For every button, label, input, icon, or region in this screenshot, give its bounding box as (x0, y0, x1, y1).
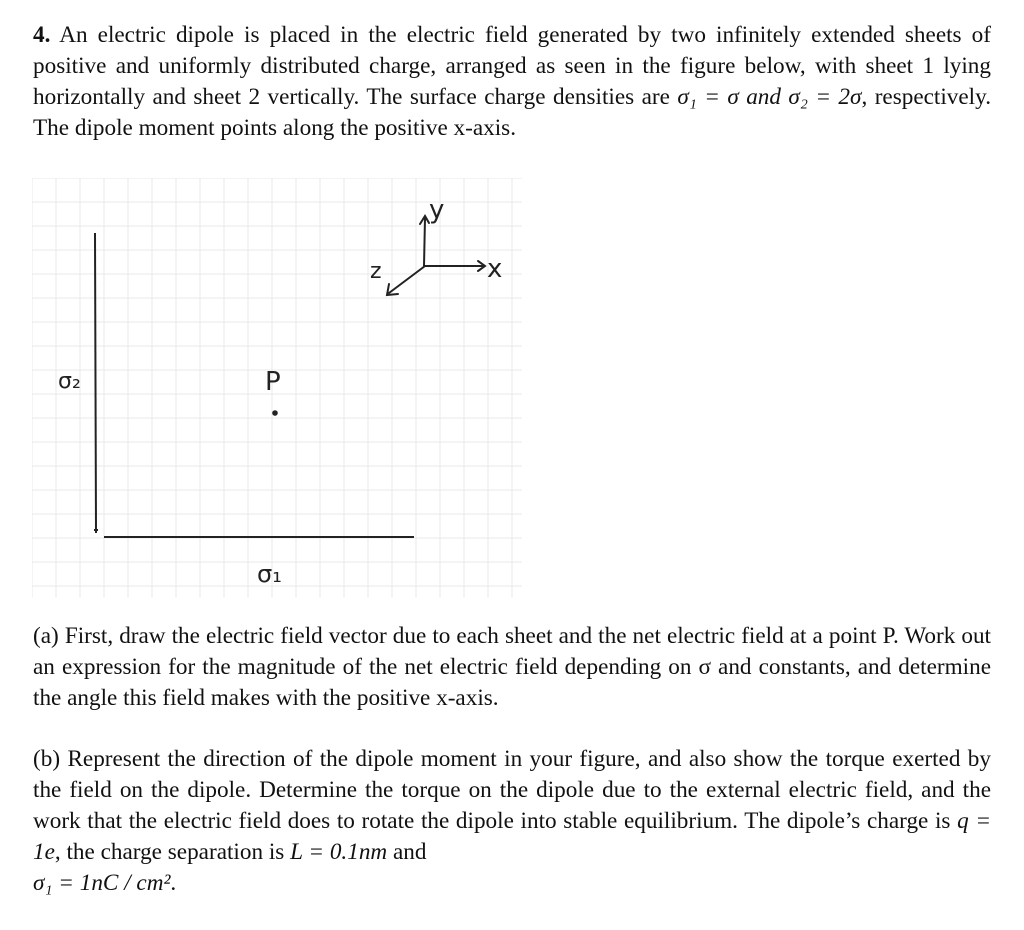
part-b-label: (b) (33, 746, 61, 772)
part-a-text: First, draw the electric field vector due to each sheet and the net electric field at a point P. Work out an expression for the magnitude of the net electric field depending on σ and constants, and determine the angle this field makes with the positive x-axis. (33, 623, 992, 711)
point-p-dot (272, 410, 278, 416)
charge-value: q = 1e (33, 808, 991, 865)
sigma-equation: σ₁ = σ and σ₂ = 2σ (677, 84, 862, 110)
sheet-2-label: σ₂ (58, 369, 81, 394)
sheet-1-label: σ₁ (257, 560, 282, 588)
figure (32, 178, 522, 598)
axes-sketch (387, 216, 485, 295)
point-p-label: P (265, 367, 281, 397)
part-b (33, 744, 991, 899)
part-b-and: and (392, 839, 427, 865)
separation-value: L = 0.1nm (290, 839, 388, 865)
question-number: 4. (33, 22, 51, 48)
z-axis-line (389, 266, 425, 293)
sheet-2-line (95, 233, 96, 533)
intro-text: An electric dipole is placed in the electric field generated by two infinitely extended sheets of positive and uniformly distributed charge, arranged as seen in the figure below, with sheet 1 lying horizontally and sheet 2 vertically. The surface charge densities are (33, 22, 991, 110)
question-intro (33, 20, 991, 144)
sigma-value: σ₁ = 1nC / cm² (33, 870, 171, 896)
part-a (33, 621, 991, 714)
part-b-mid: , the charge separation is (54, 839, 285, 865)
axis-y-label: y (429, 195, 445, 225)
axis-x-label: x (487, 254, 503, 284)
part-b-end: . (170, 870, 177, 896)
part-a-label: (a) (33, 623, 59, 649)
intro-end-text: , respectively. The dipole moment points along the positive x-axis. (33, 84, 992, 141)
axis-z-label: z (370, 259, 382, 284)
part-b-text: Represent the direction of the dipole moment in your figure, and also show the torque exerted by the field on the dipole. Determine the torque on the dipole due to the external electric field, and the work that the electric field does to rotate the dipole into stable equilibrium. The dipole’s charge is (33, 746, 991, 834)
y-axis-line (424, 218, 425, 266)
sheet-1-line (94, 530, 414, 537)
